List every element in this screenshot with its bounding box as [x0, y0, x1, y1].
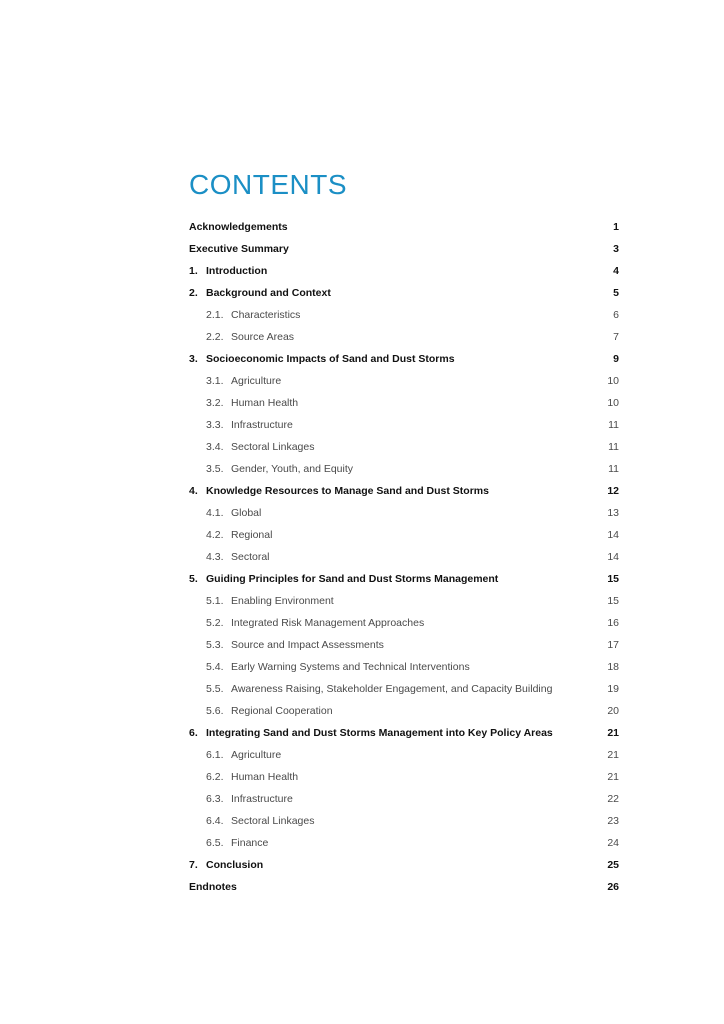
toc-entry-title: Gender, Youth, and Equity: [231, 463, 354, 475]
toc-entry-title: Knowledge Resources to Manage Sand and Dust Storms: [206, 485, 489, 497]
table-of-contents: [189, 216, 619, 898]
toc-entry-title: Acknowledgements: [189, 221, 288, 233]
toc-subsection-entry[interactable]: [189, 546, 619, 568]
toc-entry-title: Integrated Risk Management Approaches: [231, 617, 425, 629]
toc-section-entry[interactable]: [189, 876, 619, 898]
toc-entry-page-number: 22: [607, 793, 619, 805]
toc-entry-number: 3.1.: [206, 375, 224, 387]
toc-entry-number: 5.6.: [206, 705, 224, 717]
toc-entry-page-number: 12: [607, 485, 619, 497]
toc-entry-page-number: 6: [613, 309, 619, 321]
toc-entry-number: 7.: [189, 859, 198, 871]
toc-entry-number: 5.: [189, 573, 198, 585]
toc-entry-title: Source and Impact Assessments: [231, 639, 384, 651]
toc-entry-page-number: 10: [607, 397, 619, 409]
toc-entry-page-number: 3: [613, 243, 619, 255]
toc-entry-title: Source Areas: [231, 331, 295, 343]
toc-section-entry[interactable]: [189, 568, 619, 590]
toc-section-entry[interactable]: [189, 480, 619, 502]
toc-entry-number: 6.: [189, 727, 198, 739]
toc-entry-number: 6.2.: [206, 771, 224, 783]
toc-subsection-entry[interactable]: [189, 524, 619, 546]
toc-entry-title: Early Warning Systems and Technical Interventions: [231, 661, 470, 673]
toc-entry-title: Awareness Raising, Stakeholder Engagement, and Capacity Building: [231, 683, 553, 695]
toc-entry-number: 3.5.: [206, 463, 224, 475]
toc-section-entry[interactable]: [189, 722, 619, 744]
toc-entry-title: Human Health: [231, 771, 299, 783]
toc-section-entry[interactable]: [189, 238, 619, 260]
toc-entry-title: Endnotes: [189, 881, 237, 893]
toc-subsection-entry[interactable]: [189, 370, 619, 392]
toc-entry-page-number: 17: [607, 639, 619, 651]
toc-entry-title: Integrating Sand and Dust Storms Management into Key Policy Areas: [206, 727, 553, 739]
toc-entry-page-number: 26: [607, 881, 619, 893]
toc-entry-page-number: 11: [608, 419, 619, 431]
toc-entry-title: Regional Cooperation: [231, 705, 333, 717]
toc-entry-title: Guiding Principles for Sand and Dust Storms Management: [206, 573, 499, 585]
toc-entry-number: 5.2.: [206, 617, 224, 629]
toc-entry-page-number: 21: [607, 727, 619, 739]
toc-entry-number: 4.1.: [206, 507, 224, 519]
toc-entry-page-number: 11: [608, 441, 619, 453]
toc-entry-page-number: 21: [607, 749, 619, 761]
toc-entry-title: Introduction: [206, 265, 268, 277]
toc-entry-page-number: 14: [607, 529, 619, 541]
toc-section-entry[interactable]: [189, 260, 619, 282]
toc-subsection-entry[interactable]: [189, 590, 619, 612]
toc-entry-page-number: 11: [608, 463, 619, 475]
toc-subsection-entry[interactable]: [189, 700, 619, 722]
toc-entry-number: 4.: [189, 485, 198, 497]
toc-entry-title: Socioeconomic Impacts of Sand and Dust Storms: [206, 353, 455, 365]
toc-entry-title: Sectoral Linkages: [231, 815, 315, 827]
toc-entry-title: Agriculture: [231, 375, 282, 387]
toc-entry-number: 2.: [189, 287, 198, 299]
toc-entry-title: Agriculture: [231, 749, 282, 761]
toc-entry-page-number: 9: [613, 353, 619, 365]
toc-subsection-entry[interactable]: [189, 436, 619, 458]
toc-section-entry[interactable]: [189, 348, 619, 370]
toc-entry-number: 6.4.: [206, 815, 224, 827]
toc-entry-page-number: 20: [607, 705, 619, 717]
toc-section-entry[interactable]: [189, 216, 619, 238]
toc-entry-number: 3.2.: [206, 397, 224, 409]
toc-entry-number: 4.3.: [206, 551, 224, 563]
toc-entry-title: Infrastructure: [231, 793, 293, 805]
toc-entry-page-number: 13: [607, 507, 619, 519]
toc-entry-page-number: 19: [607, 683, 619, 695]
toc-entry-page-number: 21: [607, 771, 619, 783]
toc-entry-number: 5.1.: [206, 595, 224, 607]
page-title: CONTENTS: [189, 169, 347, 200]
toc-entry-page-number: 10: [607, 375, 619, 387]
toc-subsection-entry[interactable]: [189, 766, 619, 788]
toc-entry-number: 2.1.: [206, 309, 224, 321]
toc-entry-page-number: 16: [607, 617, 619, 629]
toc-entry-number: 4.2.: [206, 529, 224, 541]
toc-entry-number: 3.: [189, 353, 198, 365]
toc-section-entry[interactable]: [189, 282, 619, 304]
toc-subsection-entry[interactable]: [189, 304, 619, 326]
toc-entry-title: Regional: [231, 529, 273, 541]
toc-entry-title: Human Health: [231, 397, 299, 409]
toc-subsection-entry[interactable]: [189, 656, 619, 678]
toc-entry-number: 6.3.: [206, 793, 224, 805]
toc-entry-number: 6.1.: [206, 749, 224, 761]
toc-entry-number: 3.4.: [206, 441, 224, 453]
toc-entry-title: Sectoral: [231, 551, 270, 563]
toc-subsection-entry[interactable]: [189, 392, 619, 414]
toc-entry-number: 1.: [189, 265, 198, 277]
toc-entry-title: Finance: [231, 837, 269, 849]
toc-entry-number: 5.4.: [206, 661, 224, 673]
toc-entry-page-number: 7: [613, 331, 619, 343]
toc-entry-page-number: 23: [607, 815, 619, 827]
toc-entry-title: Executive Summary: [189, 243, 289, 255]
toc-subsection-entry[interactable]: [189, 414, 619, 436]
toc-entry-page-number: 14: [607, 551, 619, 563]
toc-entry-title: Conclusion: [206, 859, 264, 871]
toc-entry-number: 5.3.: [206, 639, 224, 651]
toc-entry-page-number: 15: [607, 595, 619, 607]
toc-subsection-entry[interactable]: [189, 458, 619, 480]
toc-entry-page-number: 4: [613, 265, 619, 277]
toc-entry-number: 2.2.: [206, 331, 224, 343]
toc-entry-title: Enabling Environment: [231, 595, 334, 607]
toc-subsection-entry[interactable]: [189, 502, 619, 524]
toc-subsection-entry[interactable]: [189, 788, 619, 810]
toc-subsection-entry[interactable]: [189, 326, 619, 348]
toc-entry-page-number: 1: [613, 221, 619, 233]
toc-subsection-entry[interactable]: [189, 832, 619, 854]
toc-entry-page-number: 5: [613, 287, 619, 299]
toc-entry-title: Characteristics: [231, 309, 301, 321]
toc-entry-page-number: 25: [607, 859, 619, 871]
toc-subsection-entry[interactable]: [189, 810, 619, 832]
toc-entry-number: 5.5.: [206, 683, 224, 695]
toc-entry-title: Global: [231, 507, 262, 519]
toc-section-entry[interactable]: [189, 854, 619, 876]
toc-subsection-entry[interactable]: [189, 634, 619, 656]
toc-entry-title: Sectoral Linkages: [231, 441, 315, 453]
toc-entry-number: 6.5.: [206, 837, 224, 849]
toc-subsection-entry[interactable]: [189, 612, 619, 634]
toc-entry-title: Background and Context: [206, 287, 331, 299]
toc-entry-page-number: 24: [607, 837, 619, 849]
toc-subsection-entry[interactable]: [189, 678, 619, 700]
toc-subsection-entry[interactable]: [189, 744, 619, 766]
toc-entry-title: Infrastructure: [231, 419, 293, 431]
toc-entry-page-number: 15: [607, 573, 619, 585]
toc-entry-page-number: 18: [607, 661, 619, 673]
toc-entry-number: 3.3.: [206, 419, 224, 431]
